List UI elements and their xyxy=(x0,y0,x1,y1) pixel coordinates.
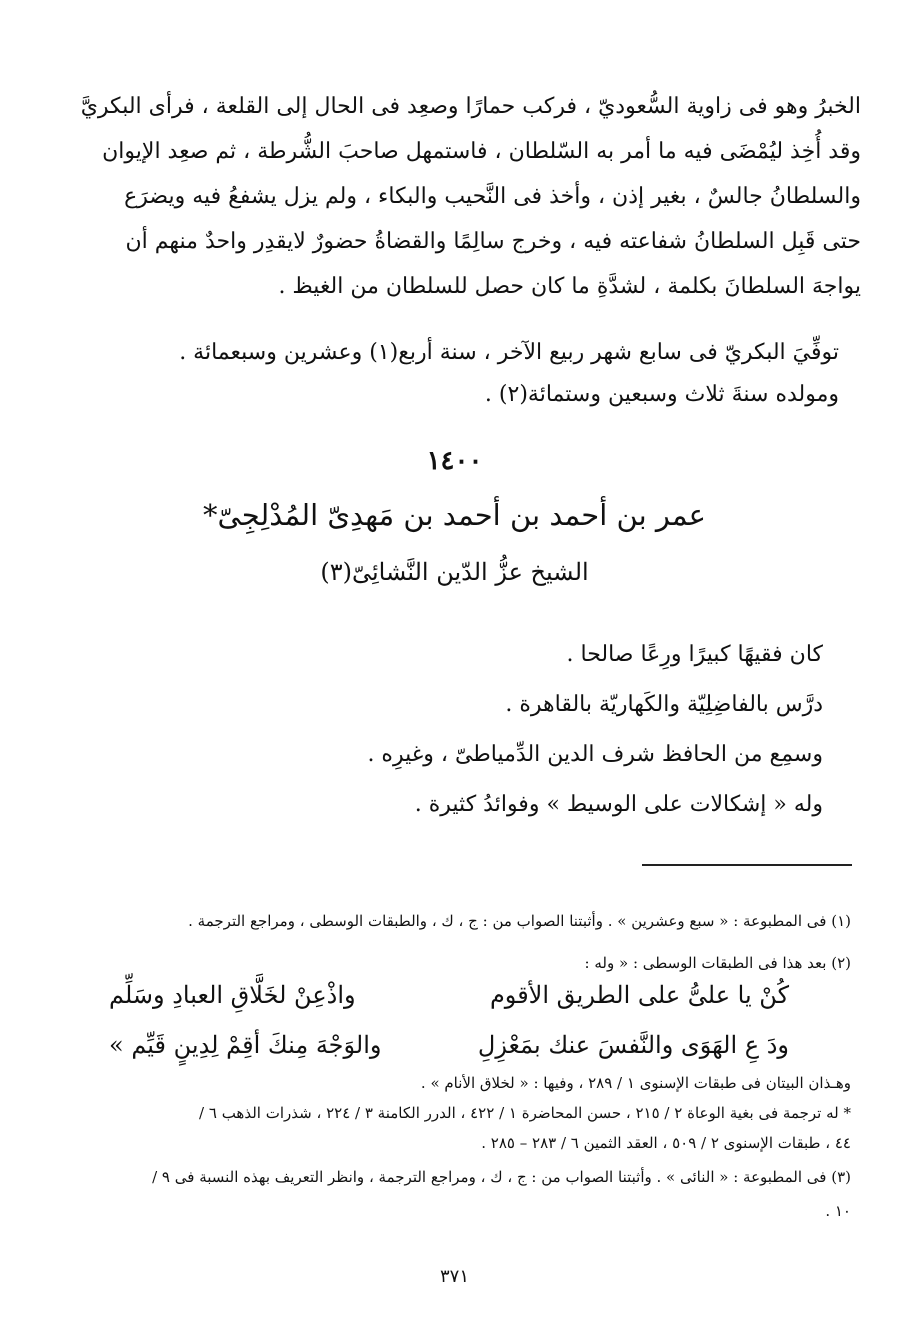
verse-hemistich: ودَ عِ الهَوَى والنَّفسَ عنك بمَعْزِلِ xyxy=(477,1031,789,1059)
verse-block xyxy=(109,970,789,1070)
bio-line: درَّس بالفاضِلِيّة والكَهاريّة بالقاهرة . xyxy=(505,692,823,717)
verse-row xyxy=(109,1020,789,1070)
text-line: الخبرُ وهو فى زاوية السُّعوديّ ، فركب حمارًا وصعِد فى الحال إلى القلعة ، فرأى البكريَّ xyxy=(80,94,861,119)
bio-line: كان فقيهًا كبيرًا ورِعًا صالحا . xyxy=(566,642,823,667)
top-paragraph xyxy=(80,84,861,309)
text-line: يواجهَ السلطانَ بكلمة ، لشدَّةِ ما كان حصل للسلطان من الغيظ . xyxy=(278,274,861,299)
bio-line: وسمِع من الحافظ شرف الدين الدِّمياطىّ ، وغيرِه . xyxy=(367,742,823,767)
bio-line: وله « إشكالات على الوسيط » وفوائدُ كثيرة . xyxy=(414,792,823,817)
footnote-2: (٢) بعد هذا فى الطبقات الوسطى : « وله : xyxy=(584,954,851,972)
footnote-3-cont: ١٠ . xyxy=(825,1202,851,1220)
footnote-divider xyxy=(642,864,852,866)
verse-hemistich: والوَجْهَ مِنكَ أقِمْ لِدِينٍ قَيِّم » xyxy=(109,1031,382,1059)
footnote-star-cont: ٤٤ ، طبقات الإسنوى ٢ / ٥٠٩ ، العقد الثمين ٦ / ٢٨٣ – ٢٨٥ . xyxy=(481,1134,851,1152)
verse-row xyxy=(109,970,789,1020)
page-number: ٣٧١ xyxy=(439,1266,469,1287)
footnote-verse-source: وهـذان البيتان فى طبقات الإسنوى ١ / ٢٨٩ ، وفيها : « لخلاق الأنام » . xyxy=(420,1074,851,1092)
footnote-1: (١) فى المطبوعة : « سبع وعشرين » . وأثبتنا الصواب من : ج ، ك ، والطبقات الوسطى ، ومراجع الترجمة . xyxy=(188,912,851,930)
entry-name: عمر بن أحمد بن أحمد بن مَهدِىّ المُدْلِجِىّ* xyxy=(203,498,706,532)
text-line: وقد أُخِذ ليُمْضَى فيه ما أمر به السّلطان ، فاستمهل صاحبَ الشُّرطة ، ثم صعِد الإيوان xyxy=(102,139,861,164)
footnote-star: * له ترجمة فى بغية الوعاة ٢ / ٢١٥ ، حسن المحاضرة ١ / ٤٢٢ ، الدرر الكامنة ٣ / ٢٢٤ ، شذرات الذهب ٦ / xyxy=(199,1104,851,1122)
verse-hemistich: واذْعِنْ لخَلَّاقِ العبادِ وسَلِّم xyxy=(109,981,356,1009)
footnote-3: (٣) فى المطبوعة : « النائى » . وأثبتنا الصواب من : ج ، ك ، ومراجع الترجمة ، وانظر التعريف بهذه النسبة فى ٩ / xyxy=(152,1168,851,1186)
entry-number: ١٤٠٠ xyxy=(426,446,483,476)
death-note xyxy=(113,332,839,416)
biography xyxy=(143,630,823,830)
text-line: والسلطانُ جالسٌ ، بغير إذن ، وأخذ فى النَّحيب والبكاء ، ولم يزل يشفعُ فيه ويضرَع xyxy=(124,184,861,209)
text-line: ومولده سنةَ ثلاث وسبعين وستمائة(٢) . xyxy=(484,382,839,407)
text-line: توفِّيَ البكريّ فى سابع شهر ربيع الآخر ، سنة أربع(١) وعشرين وسبعمائة . xyxy=(179,340,839,365)
entry-title: الشيخ عزُّ الدّين النَّشائِىّ(٣) xyxy=(320,558,589,586)
verse-hemistich: كُنْ يا علىُّ على الطريق الأقوم xyxy=(489,981,789,1009)
text-line: حتى قَبِل السلطانُ شفاعته فيه ، وخرج سالِمًا والقضاةُ حضورٌ لايقدِر واحدٌ منهم أن xyxy=(125,229,861,254)
